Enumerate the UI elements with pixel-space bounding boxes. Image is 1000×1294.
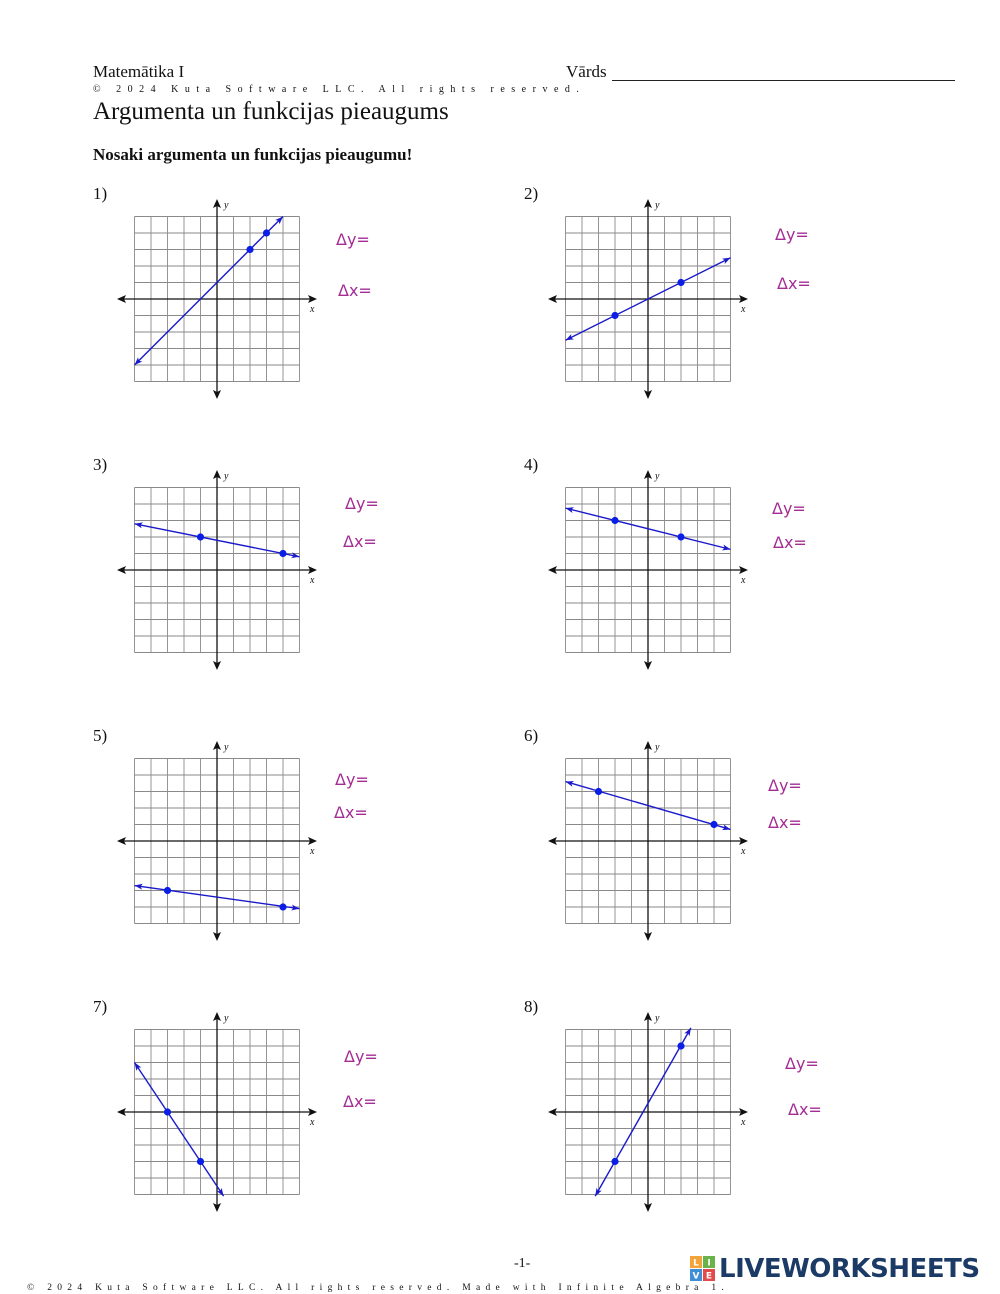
data-point — [246, 246, 253, 253]
graph-5 — [117, 741, 317, 941]
problem-number: 3) — [93, 455, 108, 474]
delta-x-label[interactable]: Δx= — [788, 1100, 822, 1119]
copyright-bottom: © 2024 Kuta Software LLC. All rights reserved. Made with Infinite Algebra 1. — [27, 1283, 730, 1293]
page-number: -1- — [514, 1256, 531, 1271]
data-point — [611, 517, 618, 524]
graph-4 — [548, 470, 748, 670]
x-axis-label: x — [741, 846, 746, 857]
data-point — [677, 279, 684, 286]
y-axis-label: y — [224, 200, 229, 211]
liveworksheets-logo[interactable] — [690, 1254, 980, 1284]
y-axis-label: y — [655, 471, 660, 482]
x-axis-label: x — [310, 304, 315, 315]
data-point — [595, 788, 602, 795]
delta-y-label[interactable]: Δy= — [775, 225, 809, 244]
y-axis-label: y — [655, 742, 660, 753]
data-point — [164, 887, 171, 894]
delta-x-label[interactable]: Δx= — [338, 281, 372, 300]
data-point — [197, 1158, 204, 1165]
data-point — [710, 821, 717, 828]
delta-y-label[interactable]: Δy= — [336, 230, 370, 249]
y-axis-label: y — [655, 200, 660, 211]
data-point — [279, 903, 286, 910]
data-point — [677, 1042, 684, 1049]
logo-letter: L — [693, 1258, 699, 1269]
x-axis-label: x — [741, 1117, 746, 1128]
graph-1 — [117, 199, 317, 399]
function-line — [135, 1063, 224, 1197]
data-point — [263, 229, 270, 236]
x-axis-label: x — [741, 575, 746, 586]
liveworksheets-wordmark: LIVEWORKSHEETS — [719, 1254, 980, 1284]
problem-number: 7) — [93, 997, 108, 1016]
delta-y-label[interactable]: Δy= — [335, 770, 369, 789]
delta-y-label[interactable]: Δy= — [768, 776, 802, 795]
delta-x-label[interactable]: Δx= — [777, 274, 811, 293]
delta-x-label[interactable]: Δx= — [334, 803, 368, 822]
y-axis-label: y — [655, 1013, 660, 1024]
problem-number: 5) — [93, 726, 108, 745]
name-input-line[interactable] — [612, 80, 955, 81]
liveworksheets-logo-icon — [690, 1256, 716, 1282]
course-title: Matemātika I — [93, 62, 185, 81]
problem-number: 1) — [93, 184, 108, 203]
delta-x-label[interactable]: Δx= — [343, 1092, 377, 1111]
delta-x-label[interactable]: Δx= — [343, 532, 377, 551]
function-line — [135, 217, 284, 366]
data-point — [279, 550, 286, 557]
graph-8 — [548, 1012, 748, 1212]
line-arrowhead — [135, 1063, 142, 1071]
logo-letter: E — [705, 1271, 713, 1282]
graph-7 — [117, 1012, 317, 1212]
x-axis-label: x — [741, 304, 746, 315]
delta-x-label[interactable]: Δx= — [768, 813, 802, 832]
copyright-top: © 2024 Kuta Software LLC. All rights reserved. — [93, 84, 586, 95]
problem-number: 4) — [524, 455, 539, 474]
x-axis-label: x — [310, 575, 315, 586]
data-point — [677, 533, 684, 540]
y-axis-label: y — [224, 1013, 229, 1024]
graph-2 — [548, 199, 748, 399]
y-axis-label: y — [224, 471, 229, 482]
delta-y-label[interactable]: Δy= — [345, 494, 379, 513]
problem-number: 2) — [524, 184, 539, 203]
logo-letter: I — [707, 1258, 711, 1269]
data-point — [164, 1108, 171, 1115]
x-axis-label: x — [310, 1117, 315, 1128]
delta-x-label[interactable]: Δx= — [773, 533, 807, 552]
problem-number: 6) — [524, 726, 539, 745]
delta-y-label[interactable]: Δy= — [344, 1047, 378, 1066]
y-axis-label: y — [224, 742, 229, 753]
delta-y-label[interactable]: Δy= — [785, 1054, 819, 1073]
instructions: Nosaki argumenta un funkcijas pieaugumu! — [93, 145, 413, 164]
graph-3 — [117, 470, 317, 670]
data-point — [611, 1158, 618, 1165]
x-axis-label: x — [310, 846, 315, 857]
data-point — [611, 312, 618, 319]
logo-letter: V — [692, 1271, 700, 1282]
data-point — [197, 533, 204, 540]
name-label: Vārds — [566, 62, 607, 81]
delta-y-label[interactable]: Δy= — [772, 499, 806, 518]
graph-6 — [548, 741, 748, 941]
worksheet-title: Argumenta un funkcijas pieaugums — [93, 98, 449, 125]
problem-number: 8) — [524, 997, 539, 1016]
